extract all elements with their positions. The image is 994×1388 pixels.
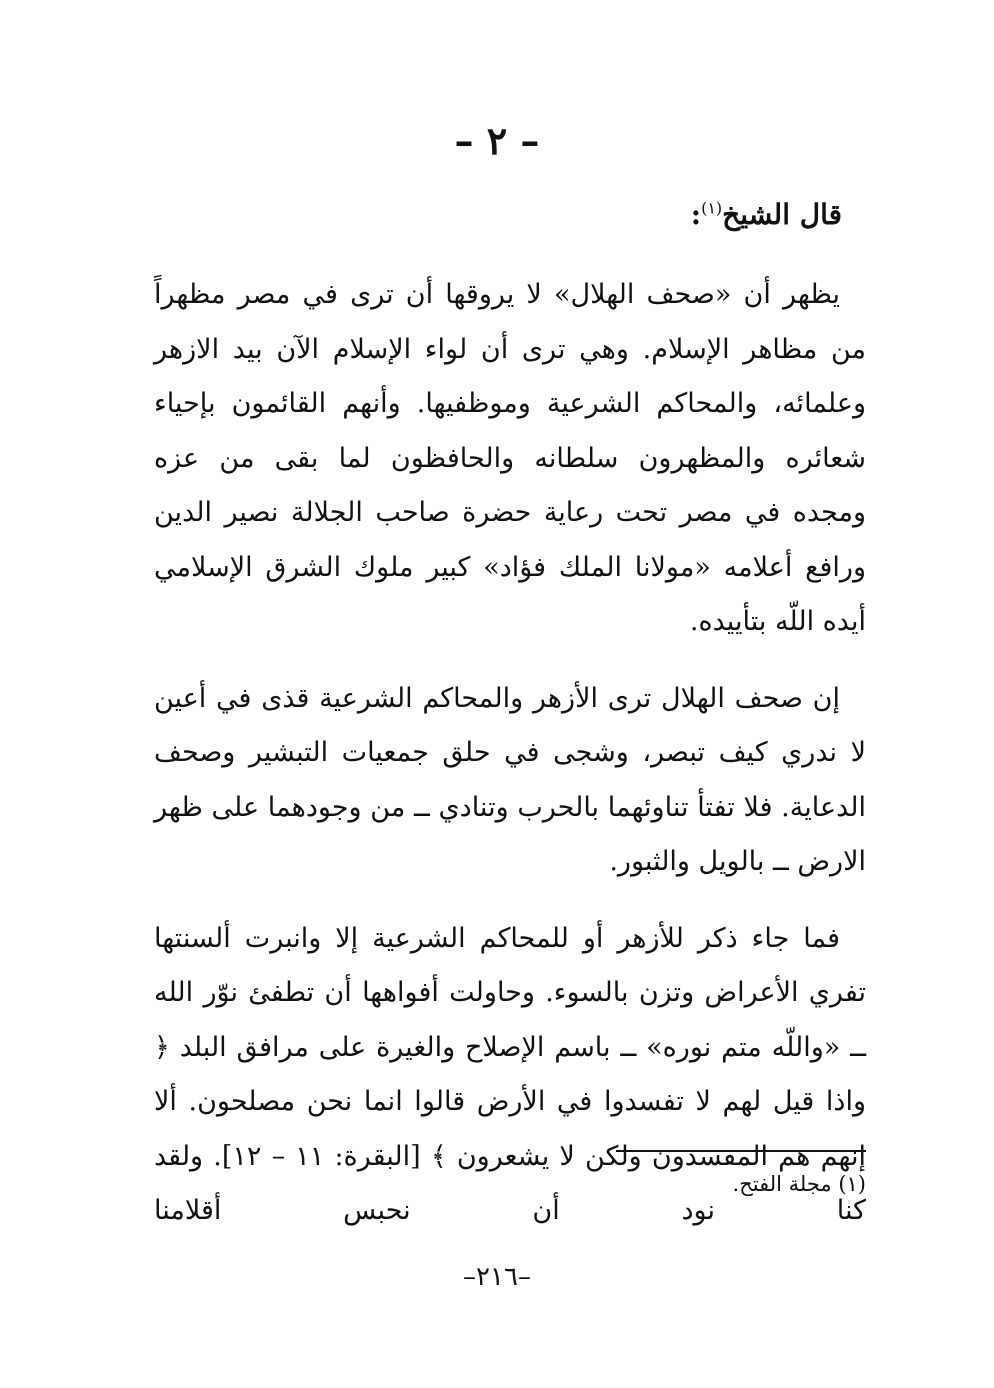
paragraph-1: يظهر أن «صحف الهلال» لا يروقها أن ترى في مصر مظهراً من مظاهر الإسلام. وهي ترى أن لواء الإسلام الآن بيد الازهر وعلمائه، والمحاكم الشرعية وموظفيها. وأنهم القائمون بإحياء شعائره والمظهرون سلطانه والحافظون لما بقى من عزه ومجده في مصر تحت رعاية حضرة صاحب الجلالة نصير الدين ورافع أعلامه «مولانا الملك فؤاد» كبير ملوك الشرق الإسلامي أيده اللّه بتأييده. [154, 279, 866, 637]
page-number: –٢١٦– [463, 1262, 531, 1292]
section-heading [691, 198, 842, 231]
footnote: (١) مجلة الفتح. [732, 1172, 866, 1196]
heading-text: قال الشيخ [722, 198, 842, 231]
footnote-divider [616, 1150, 866, 1152]
footnote-reference: (١) [701, 198, 723, 218]
paragraph-2: إن صحف الهلال ترى الأزهر والمحاكم الشرعية قذى في أعين لا ندري كيف تبصر، وشجى في حلق جمعيات التبشير وصحف الدعاية. فلا تفتأ تناوئهما بالحرب وتنادي ــ من وجودهما على ظهر الارض ــ بالويل والثبور. [154, 682, 866, 877]
paragraph-3: فما جاء ذكر للأزهر أو للمحاكم الشرعية إلا وانبرت ألسنتها تفري الأعراض وتزن بالسوء. وحاولت أفواهها أن تطفئ نوّر الله ــ «واللّه متم نوره» ــ باسم الإصلاح والغيرة على مرافق البلد ﴿ واذا قيل لهم لا تفسدوا في الأرض قالوا انما نحن مصلحون. ألا إنهم هم المفسدون ولكن لا يشعرون ﴾ [البقرة: ١١ – ١٢]. ولقد كنا نود أن نحبس أقلامنا [154, 922, 866, 1226]
body-text [154, 268, 866, 1239]
section-number: – ٢ – [454, 118, 540, 163]
heading-suffix: : [690, 198, 702, 231]
